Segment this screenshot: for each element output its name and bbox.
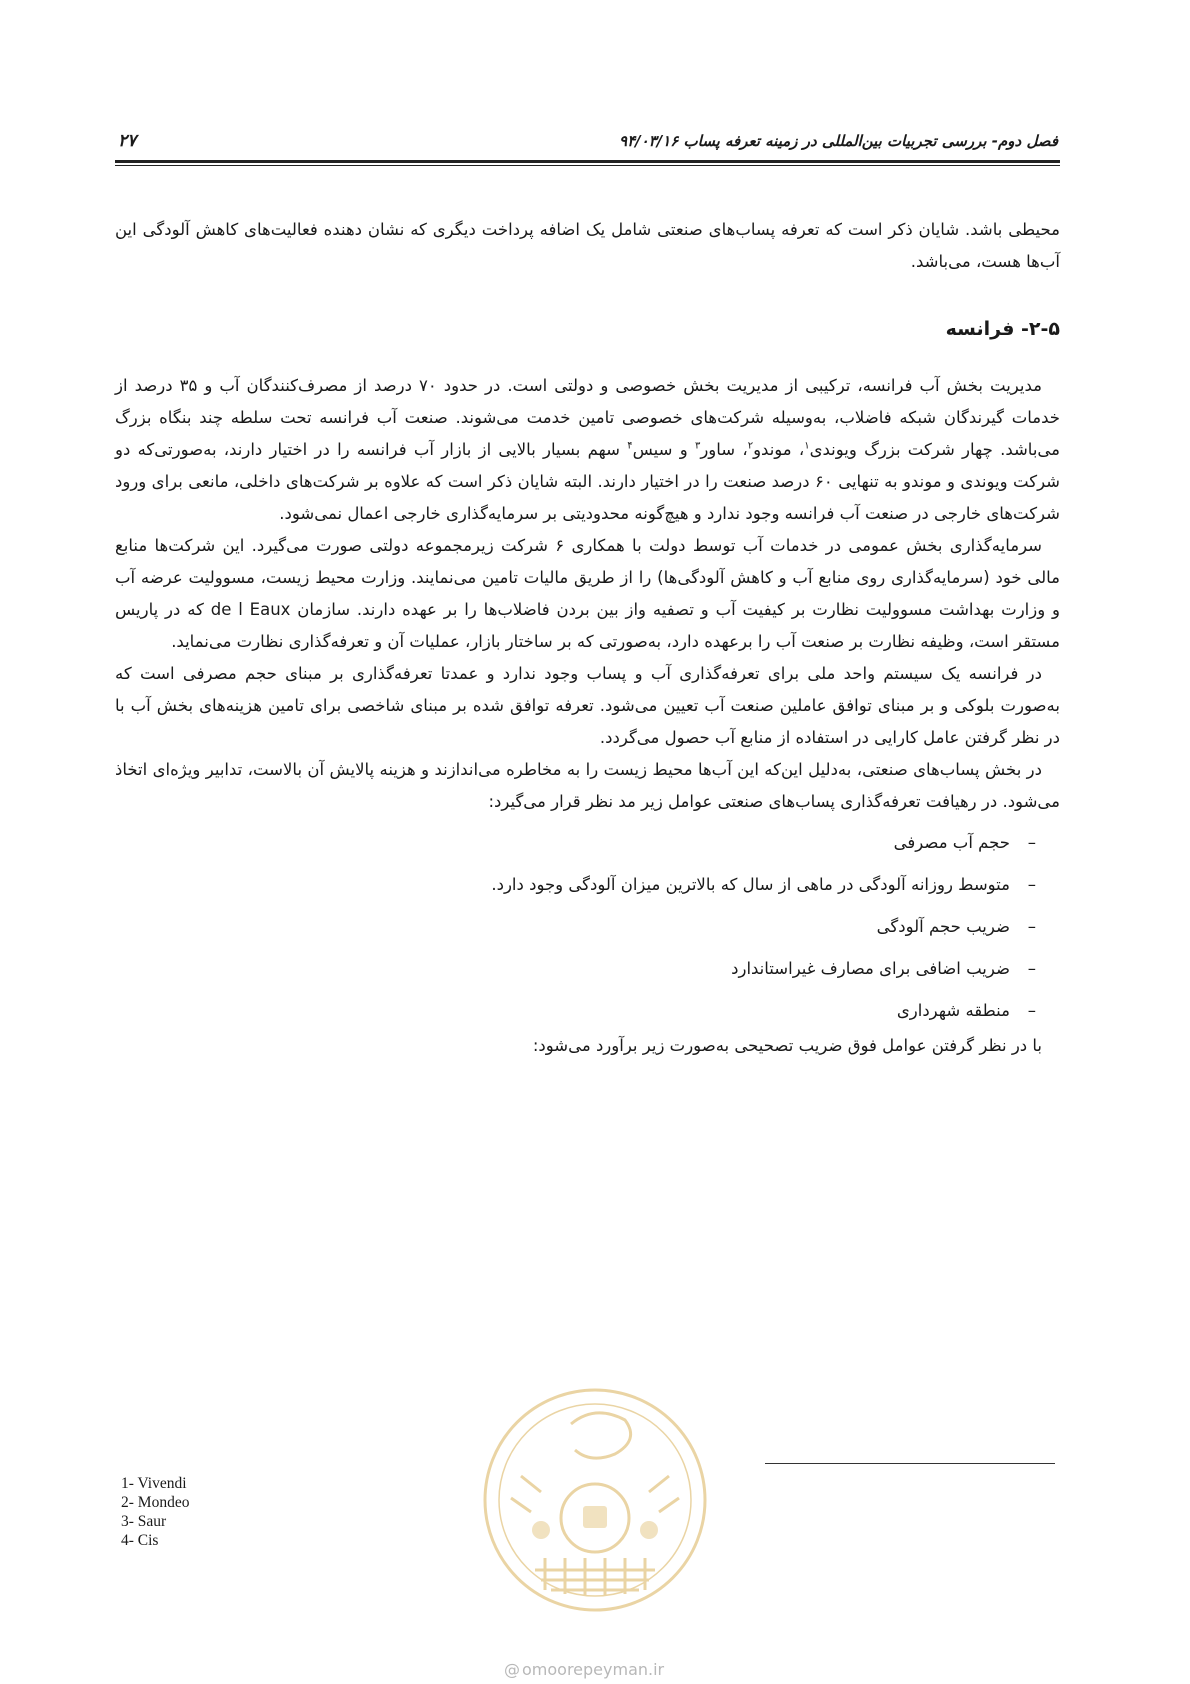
p1-text-1: مدیریت بخش آب فرانسه، ترکیبی از مدیریت بخش خصوصی و دولتی است. در حدود ۷۰ درصد از مصرف‌کنندگان آب و ۳۵ درصد از خدمات گیرندگان شبکه فاضلاب، به‌وسیله شرکت‌های خصوصی تامین خدمت می‌شوند. صنعت آب فرانسه تحت سلطه چند بنگاه بزرگ می‌باشد. چهار شرکت بزرگ ویوندی [115, 376, 1061, 459]
footnotes [121, 1474, 189, 1550]
paragraph-industrial-wastewater: در بخش پساب‌های صنعتی، به‌دلیل این‌که این آب‌ها محیط زیست را به مخاطره می‌اندازند و هزینه پالایش آن بالاست، تدابیر ویژه‌ای اتخاذ می‌شود. در رهیافت تعرفه‌گذاری پساب‌های صنعتی عوامل زیر مد نظر قرار می‌گیرد: [115, 760, 1060, 811]
footnote-ref-4[interactable]: ۴ [627, 440, 633, 452]
footnote-separator [765, 1463, 1055, 1464]
p1-text-4: و سیس [632, 440, 695, 459]
footnote-ref-1[interactable]: ۱ [804, 440, 810, 452]
p1-text-2: ، موندو [753, 440, 805, 459]
footnote-1: 1- Vivendi [121, 1475, 187, 1492]
page-body [115, 214, 1060, 1062]
paragraph-tariff-system: در فرانسه یک سیستم واحد ملی برای تعرفه‌گذاری آب و پساب وجود ندارد و عمدتا تعرفه‌گذاری بر مبنای حجم مصرفی است که به‌صورت بلوکی و بر مبنای توافق عاملین صنعت آب تعیین می‌شود. تعرفه توافق شده بر مبنای شاخصی برای تامین هزینه‌های بخش آب با در نظر گرفتن عامل کارایی در استفاده از منابع آب حصول می‌گردد. [115, 664, 1060, 747]
footnote-ref-3[interactable]: ۳ [694, 440, 701, 452]
paragraph-public-investment: سرمایه‌گذاری بخش عمومی در خدمات آب توسط دولت با همکاری ۶ شرکت زیرمجموعه دولتی صورت می‌گیرد. این شرکت‌ها منابع مالی خود (سرمایه‌گذاری روی منابع آب و کاهش آلودگی‌ها) را از طریق مالیات تامین می‌نمایند. وزارت محیط زیست، مسوولیت عرضه آب و وزارت بهداشت مسوولیت نظارت بر کیفیت آب و تصفیه واز بین بردن فاضلاب‌ها را بر عهده دارند. سازمان de l Eaux که در پاریس مستقر است، وظیفه نظارت بر صنعت آب را برعهده دارد، به‌صورتی که بر ساختار بازار، عملیات آن و تعرفه‌گذاری نظارت می‌نماید. [115, 536, 1061, 651]
header-rule-thin [115, 165, 1060, 166]
paragraph-water-management [115, 370, 1060, 530]
page-number: ۲۷ [118, 131, 137, 151]
section-heading: ۲-۵- فرانسه [945, 318, 1060, 340]
watermark-site-text: @ omoorepeyman.ir [504, 1660, 665, 1679]
page-header [118, 128, 1058, 154]
p1-text-5: سهم بسیار بالایی از بازار آب فرانسه را در اختیار دارند، به‌صورتی‌که دو شرکت ویوندی و موندو به تنهایی ۶۰ درصد صنعت را در اختیار دارند. البته شایان ذکر است که علاوه بر شرکت‌های داخلی، مانعی برای ورود شرکت‌های خارجی در صنعت آب فرانسه وجود ندارد و هیچ‌گونه محدودیتی بر سرمایه‌گذاری خارجی اعمال نمی‌شود. [115, 440, 1061, 523]
closing-line: با در نظر گرفتن عوامل فوق ضریب تصحیحی به‌صورت زیر برآورد می‌شود: [532, 1036, 1042, 1055]
header-title: فصل دوم- بررسی تجربیات بین‌المللی در زمینه تعرفه پساب ۹۴/۰۳/۱۶ [619, 132, 1058, 150]
list-item: – حجم آب مصرفی [115, 822, 1036, 864]
p1-text-3: ، ساور [700, 440, 748, 459]
intro-paragraph: محیطی باشد. شایان ذکر است که تعرفه پساب‌های صنعتی شامل یک اضافه پرداخت دیگری که نشان دهنده فعالیت‌های کاهش آلودگی این آب‌ها هست، می‌باشد. [115, 220, 1060, 271]
footnote-ref-2[interactable]: ۲ [747, 440, 754, 452]
at-icon: @ [504, 1660, 520, 1679]
factors-list [115, 822, 1060, 1032]
list-item: – متوسط روزانه آلودگی در ماهی از سال که بالاترین میزان آلودگی وجود دارد. [115, 864, 1036, 906]
list-item: – ضریب حجم آلودگی [115, 906, 1036, 948]
list-item: – منطقه شهرداری [115, 990, 1036, 1032]
footnote-2: 2- Mondeo [121, 1494, 190, 1511]
omoorepeyman-seal-icon [475, 1380, 715, 1620]
header-rule-thick [115, 160, 1060, 163]
footnote-3: 3- Saur [121, 1513, 167, 1530]
list-item: – ضریب اضافی برای مصارف غیراستاندارد [115, 948, 1036, 990]
footnote-4: 4- Cis [121, 1532, 159, 1549]
